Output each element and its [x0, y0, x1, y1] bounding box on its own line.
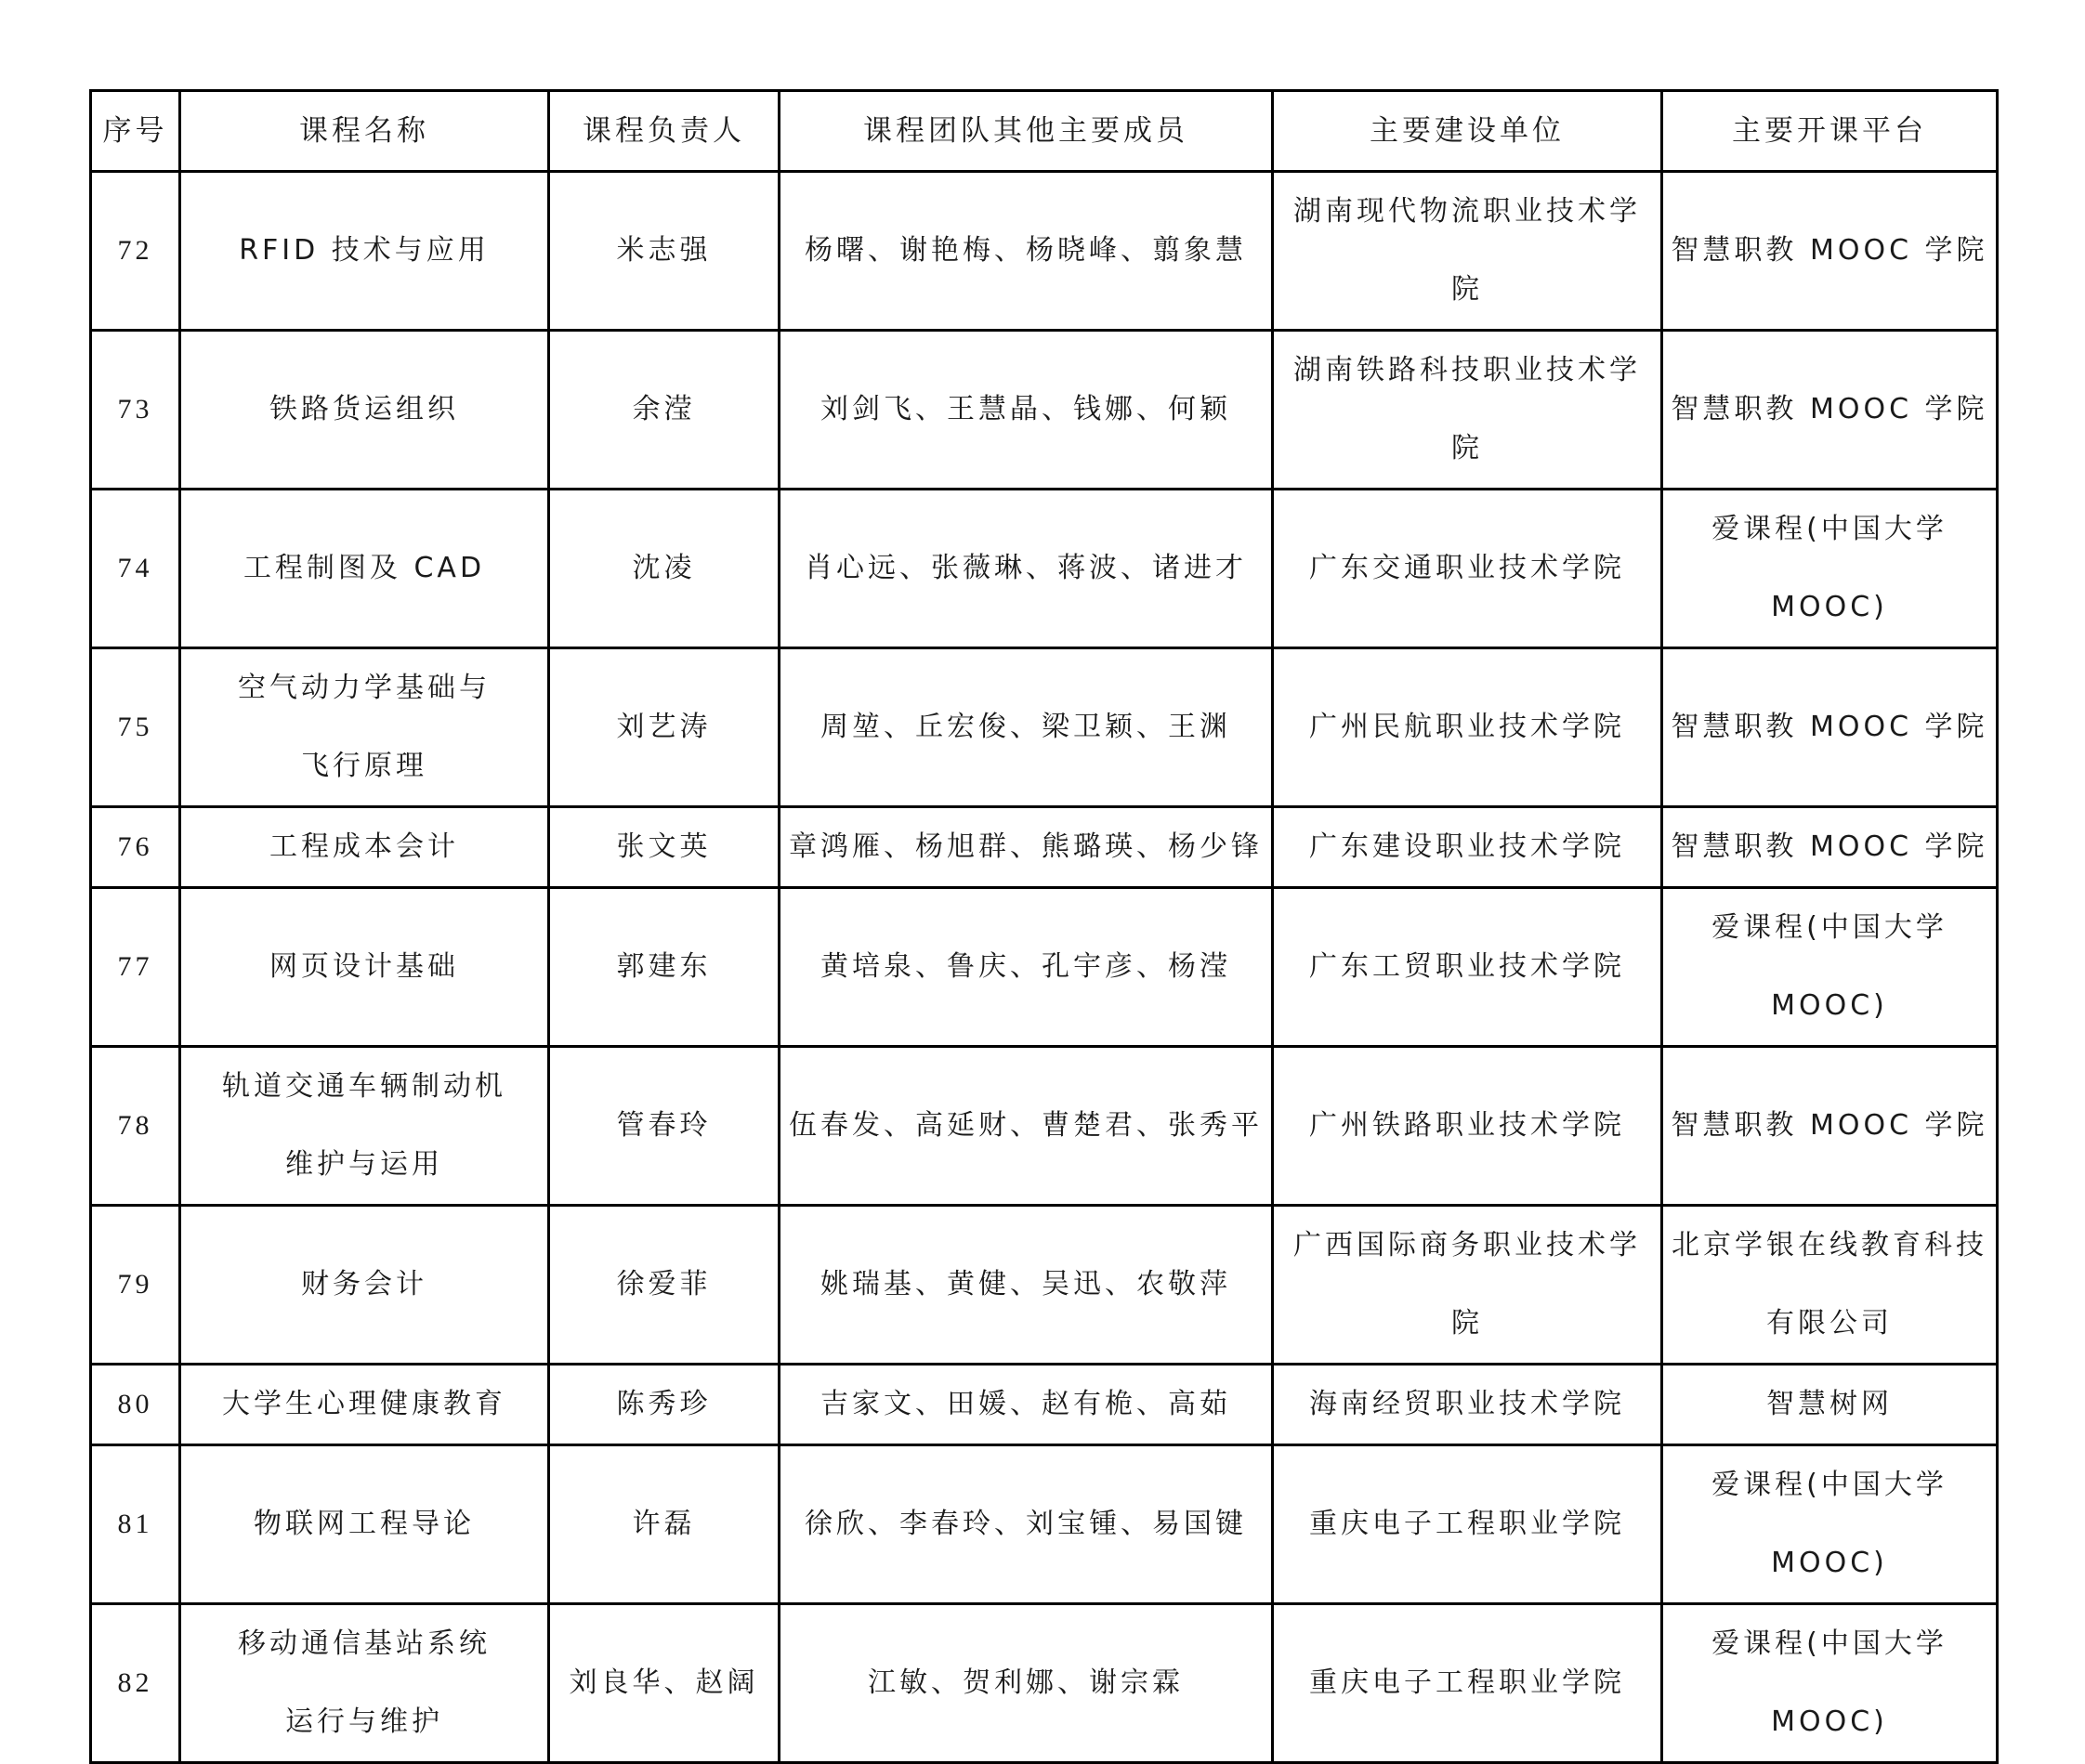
course-name-cell — [180, 1365, 549, 1445]
row-number: 72 — [91, 172, 180, 331]
row-number: 81 — [91, 1445, 180, 1604]
course-lead: 徐爱菲 — [549, 1206, 780, 1365]
course-name-line: 维护与运用 — [285, 1148, 443, 1181]
team-members: 周堃、丘宏俊、梁卫颖、王渊 — [780, 648, 1273, 807]
course-lead: 米志强 — [549, 172, 780, 331]
row-number: 80 — [91, 1365, 180, 1445]
course-name-line: 工程成本会计 — [269, 830, 459, 863]
row-number: 76 — [91, 807, 180, 888]
course-name-cell — [180, 1445, 549, 1604]
course-lead: 沈凌 — [549, 490, 780, 648]
header-building-unit: 主要建设单位 — [1273, 91, 1662, 172]
header-platform: 主要开课平台 — [1662, 91, 1998, 172]
course-lead: 陈秀珍 — [549, 1365, 780, 1445]
course-name-cell — [180, 807, 549, 888]
row-number: 79 — [91, 1206, 180, 1365]
course-lead: 张文英 — [549, 807, 780, 888]
platform-cell — [1662, 172, 1998, 331]
table-row — [91, 490, 1998, 648]
course-name-cell — [180, 172, 549, 331]
building-unit: 湖南铁路科技职业技术学院 — [1273, 331, 1662, 490]
row-number: 75 — [91, 648, 180, 807]
team-members: 章鸿雁、杨旭群、熊璐瑛、杨少锋 — [780, 807, 1273, 888]
building-unit: 广州铁路职业技术学院 — [1273, 1047, 1662, 1206]
table-row — [91, 1206, 1998, 1365]
platform-line: 北京学银在线教育科技 — [1672, 1229, 1987, 1261]
course-name-line: 空气动力学基础与 — [238, 672, 491, 704]
building-unit: 广东建设职业技术学院 — [1273, 807, 1662, 888]
table-row — [91, 1365, 1998, 1445]
team-members: 刘剑飞、王慧晶、钱娜、何颖 — [780, 331, 1273, 490]
course-name-line: 飞行原理 — [301, 750, 427, 782]
platform-cell — [1662, 1604, 1998, 1763]
platform-line: 智慧职教 MOOC 学院 — [1671, 393, 1988, 425]
building-unit: 重庆电子工程职业学院 — [1273, 1604, 1662, 1763]
row-number: 82 — [91, 1604, 180, 1763]
platform-line: 智慧职教 MOOC 学院 — [1671, 1109, 1988, 1142]
course-lead: 刘良华、赵阔 — [549, 1604, 780, 1763]
course-name-line: RFID 技术与应用 — [239, 234, 490, 267]
platform-line: 爱课程(中国大学 MOOC) — [1711, 513, 1947, 623]
building-unit: 广西国际商务职业技术学院 — [1273, 1206, 1662, 1365]
row-number: 78 — [91, 1047, 180, 1206]
platform-line: 有限公司 — [1766, 1307, 1893, 1339]
platform-line: 爱课程(中国大学 MOOC) — [1711, 1627, 1947, 1738]
team-members: 徐欣、李春玲、刘宝锺、易国键 — [780, 1445, 1273, 1604]
course-table — [89, 89, 1999, 1764]
course-lead: 刘艺涛 — [549, 648, 780, 807]
platform-cell — [1662, 1206, 1998, 1365]
header-row — [91, 91, 1998, 172]
table-row — [91, 331, 1998, 490]
platform-line: 爱课程(中国大学 MOOC) — [1711, 1469, 1947, 1579]
course-name-line: 财务会计 — [301, 1268, 427, 1300]
header-course-name: 课程名称 — [180, 91, 549, 172]
table-row — [91, 1604, 1998, 1763]
building-unit: 海南经贸职业技术学院 — [1273, 1365, 1662, 1445]
platform-line: 爱课程(中国大学 MOOC) — [1711, 911, 1947, 1022]
table-row — [91, 888, 1998, 1047]
platform-cell — [1662, 1047, 1998, 1206]
course-name-cell — [180, 1206, 549, 1365]
platform-line: 智慧职教 MOOC 学院 — [1671, 711, 1988, 743]
header-no: 序号 — [91, 91, 180, 172]
course-name-line: 网页设计基础 — [269, 950, 459, 983]
team-members: 姚瑞基、黄健、吴迅、农敬萍 — [780, 1206, 1273, 1365]
row-number: 74 — [91, 490, 180, 648]
course-name-line: 工程制图及 CAD — [243, 552, 486, 584]
table-row — [91, 807, 1998, 888]
row-number: 73 — [91, 331, 180, 490]
course-name-line: 物联网工程导论 — [254, 1508, 475, 1540]
team-members: 吉家文、田媛、赵有桅、高茹 — [780, 1365, 1273, 1445]
course-name-cell — [180, 888, 549, 1047]
team-members: 伍春发、高延财、曹楚君、张秀平 — [780, 1047, 1273, 1206]
header-course-lead: 课程负责人 — [549, 91, 780, 172]
table-row — [91, 172, 1998, 331]
course-name-cell — [180, 1604, 549, 1763]
platform-cell — [1662, 648, 1998, 807]
building-unit: 湖南现代物流职业技术学院 — [1273, 172, 1662, 331]
course-lead: 许磊 — [549, 1445, 780, 1604]
platform-cell — [1662, 1445, 1998, 1604]
course-name-cell — [180, 331, 549, 490]
building-unit: 广东交通职业技术学院 — [1273, 490, 1662, 648]
team-members: 黄培泉、鲁庆、孔宇彦、杨滢 — [780, 888, 1273, 1047]
course-name-line: 移动通信基站系统 — [238, 1627, 491, 1660]
platform-line: 智慧职教 MOOC 学院 — [1671, 234, 1988, 267]
table-row — [91, 1047, 1998, 1206]
platform-cell — [1662, 888, 1998, 1047]
course-name-cell — [180, 490, 549, 648]
platform-cell — [1662, 807, 1998, 888]
platform-cell — [1662, 490, 1998, 648]
course-name-cell — [180, 1047, 549, 1206]
course-name-cell — [180, 648, 549, 807]
course-name-line: 大学生心理健康教育 — [222, 1388, 506, 1420]
course-name-line: 运行与维护 — [285, 1705, 443, 1738]
row-number: 77 — [91, 888, 180, 1047]
course-lead: 郭建东 — [549, 888, 780, 1047]
platform-cell — [1662, 331, 1998, 490]
building-unit: 广东工贸职业技术学院 — [1273, 888, 1662, 1047]
table-row — [91, 1445, 1998, 1604]
team-members: 杨曙、谢艳梅、杨晓峰、翦象慧 — [780, 172, 1273, 331]
course-name-line: 铁路货运组织 — [269, 393, 459, 425]
building-unit: 重庆电子工程职业学院 — [1273, 1445, 1662, 1604]
platform-line: 智慧树网 — [1766, 1388, 1893, 1420]
team-members: 江敏、贺利娜、谢宗霖 — [780, 1604, 1273, 1763]
course-lead: 余滢 — [549, 331, 780, 490]
header-team-members: 课程团队其他主要成员 — [780, 91, 1273, 172]
team-members: 肖心远、张薇琳、蒋波、诸进才 — [780, 490, 1273, 648]
building-unit: 广州民航职业技术学院 — [1273, 648, 1662, 807]
platform-cell — [1662, 1365, 1998, 1445]
course-lead: 管春玲 — [549, 1047, 780, 1206]
table-row — [91, 648, 1998, 807]
platform-line: 智慧职教 MOOC 学院 — [1671, 830, 1988, 863]
course-name-line: 轨道交通车辆制动机 — [222, 1070, 506, 1103]
